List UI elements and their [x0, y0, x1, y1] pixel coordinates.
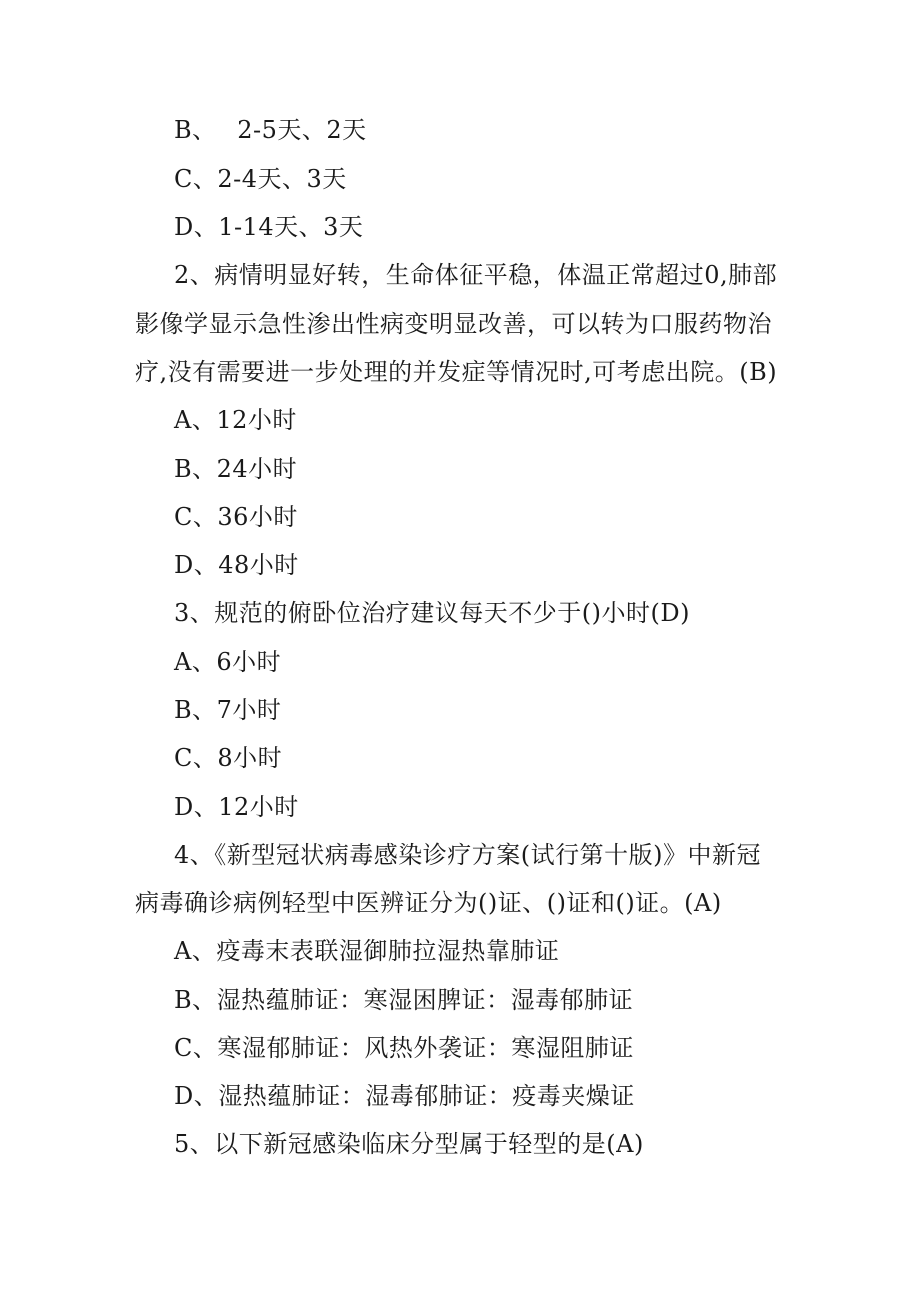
q4-option-a: A、疫毒末表联湿御肺拉湿热靠肺证	[174, 937, 560, 965]
q2-text-line-2: 影像学显示急性渗出性病变明显改善，可以转为口服药物治	[135, 310, 772, 338]
q3-option-a: A、6小时	[174, 648, 282, 676]
q4-option-b: B、湿热蕴肺证：寒湿困脾证：湿毒郁肺证	[174, 986, 634, 1014]
q2-option-d: D、48小时	[174, 551, 299, 579]
q1-option-b: B、 2-5天、2天	[174, 116, 367, 144]
q2-text-line-1: 2、病情明显好转，生命体征平稳，体温正常超过0,肺部	[174, 261, 778, 289]
q3-option-d: D、12小时	[174, 793, 299, 821]
q2-option-b: B、24小时	[174, 455, 298, 483]
q4-text-line-1: 4、《新型冠状病毒感染诊疗方案(试行第十版)》中新冠	[174, 841, 761, 869]
q1-option-c: C、2-4天、3天	[174, 165, 347, 193]
q3-option-b: B、7小时	[174, 696, 282, 724]
q1-option-d: D、1-14天、3天	[174, 213, 364, 241]
q4-text-line-2: 病毒确诊病例轻型中医辨证分为()证、()证和()证。(A)	[135, 889, 722, 917]
q3-option-c: C、8小时	[174, 744, 283, 772]
q4-option-d: D、湿热蕴肺证：湿毒郁肺证：疫毒夹燥证	[174, 1082, 635, 1110]
q2-option-a: A、12小时	[174, 406, 297, 434]
q4-option-c: C、寒湿郁肺证：风热外袭证：寒湿阻肺证	[174, 1034, 634, 1062]
q3-text: 3、规范的俯卧位治疗建议每天不少于()小时(D)	[174, 599, 690, 627]
q2-option-c: C、36小时	[174, 503, 298, 531]
q5-text: 5、以下新冠感染临床分型属于轻型的是(A)	[174, 1130, 644, 1158]
q2-text-line-3: 疗,没有需要进一步处理的并发症等情况时,可考虑出院。(B)	[135, 358, 778, 386]
